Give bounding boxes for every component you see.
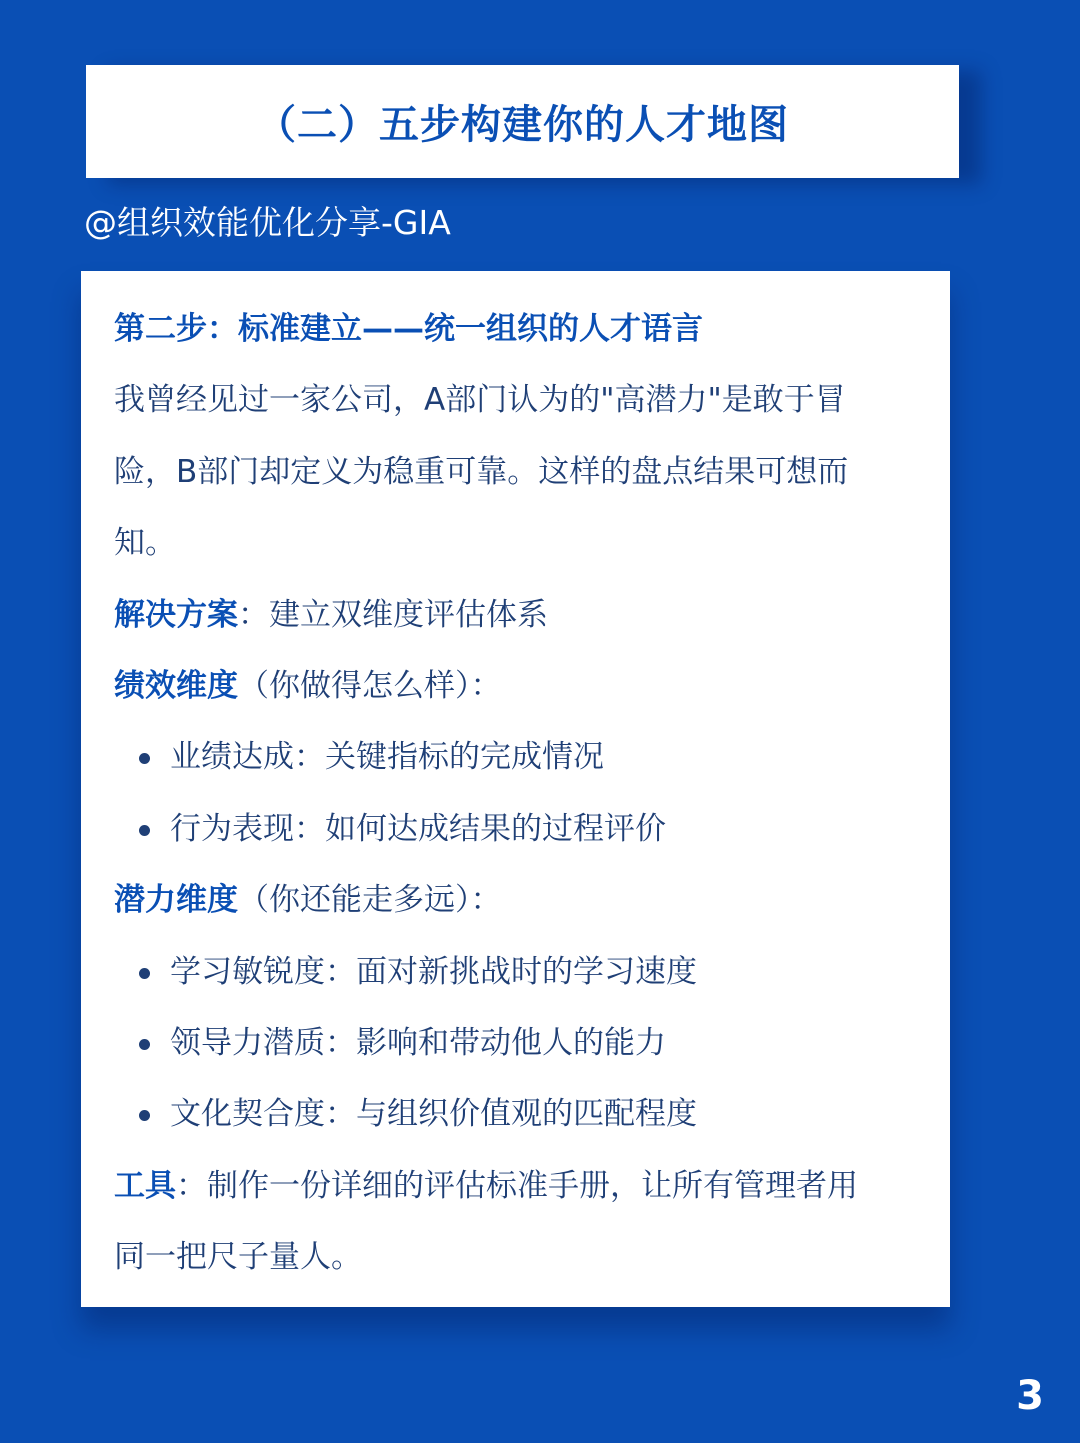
card-content xyxy=(114,294,922,1293)
performance-label: 绩效维度 xyxy=(114,667,238,704)
intro-line: 险，B部门却定义为稳重可靠。这样的盘点结果可想而 xyxy=(114,453,849,490)
title-banner xyxy=(86,65,959,178)
content-card xyxy=(81,271,950,1307)
author-handle: @组织效能优化分享-GIA xyxy=(84,203,451,242)
potential-heading xyxy=(114,865,922,936)
tool-line-continued: 同一把尺子量人。 xyxy=(114,1239,362,1276)
bullet-dot-icon xyxy=(139,1110,150,1121)
list-item xyxy=(114,937,922,1008)
bullet-dot-icon xyxy=(139,1039,150,1050)
page-title: （二）五步构建你的人才地图 xyxy=(256,102,789,148)
solution-line xyxy=(114,580,922,651)
performance-heading xyxy=(114,651,922,722)
step-heading: 第二步：标准建立——统一组织的人才语言 xyxy=(114,311,703,347)
potential-label: 潜力维度 xyxy=(114,882,238,919)
solution-label: 解决方案 xyxy=(114,596,238,633)
tool-label: 工具 xyxy=(114,1167,176,1204)
bullet-dot-icon xyxy=(139,753,150,764)
potential-note: （你还能走多远）： xyxy=(238,882,502,919)
list-item xyxy=(114,794,922,865)
list-item xyxy=(114,722,922,793)
list-item-text: 领导力潜质：影响和带动他人的能力 xyxy=(170,1024,666,1061)
list-item-text: 文化契合度：与组织价值观的匹配程度 xyxy=(170,1096,697,1133)
bullet-dot-icon xyxy=(139,825,150,836)
list-item xyxy=(114,1008,922,1079)
tool-text: ：制作一份详细的评估标准手册，让所有管理者用 xyxy=(176,1167,858,1204)
solution-text: ：建立双维度评估体系 xyxy=(238,596,548,633)
page-number: 3 xyxy=(1016,1373,1044,1419)
performance-note: （你做得怎么样）： xyxy=(238,667,502,704)
list-item-text: 业绩达成：关键指标的完成情况 xyxy=(170,739,604,776)
bullet-dot-icon xyxy=(139,968,150,979)
intro-line: 知。 xyxy=(114,525,176,562)
list-item-text: 学习敏锐度：面对新挑战时的学习速度 xyxy=(170,953,697,990)
intro-line: 我曾经见过一家公司，A部门认为的"高潜力"是敢于冒 xyxy=(114,382,846,419)
list-item-text: 行为表现：如何达成结果的过程评价 xyxy=(170,810,666,847)
list-item xyxy=(114,1079,922,1150)
tool-line xyxy=(114,1151,922,1222)
